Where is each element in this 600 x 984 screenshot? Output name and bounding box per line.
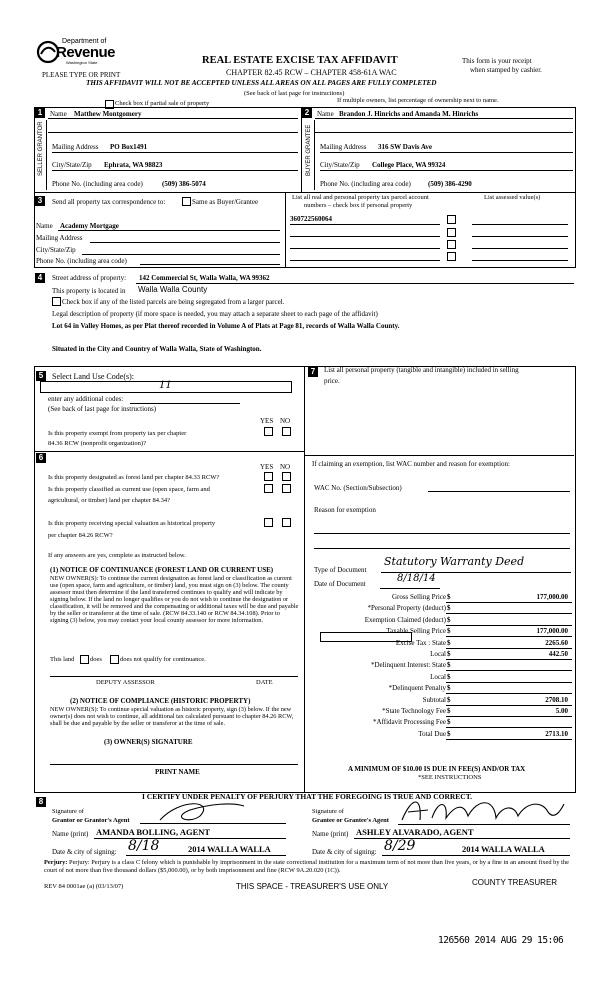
s6-q2-2: agricultural, or timber) land per chapter 84.34? (48, 497, 171, 504)
doc-type-value[interactable]: Statutory Warranty Deed (384, 555, 525, 568)
form-subtitle: CHAPTER 82.45 RCW – CHAPTER 458-61A WAC (226, 68, 397, 77)
grantor-date-label: Date & city of signing: (52, 848, 117, 856)
fee-row-label: *Delinquent Interest: State (370, 661, 446, 669)
fee-row-label: Local (430, 650, 446, 658)
does-not-label: does not qualify for continuance. (120, 656, 206, 663)
notice1-body: NEW OWNER(S): To continue the current designation as forest land or classification as current use (open space, farm and agriculture, or timber) land, you must sign on (3) below. The county assessor must then determine if the land transferred continues to qualify and will indicate by signing below. If the land no longer qualifies or you do not wish to continue the designation or classification, it will be removed and the compensating or additional taxes will be due and payable by the seller or transferor at the time of sale. (RCW 84.33.140 or RCW 84.34.108). Prior to signing (3) below, you may contact your local county assessor for more information. (50, 575, 299, 625)
current-use-yes-checkbox[interactable] (264, 484, 273, 493)
this-land-label: This land (50, 656, 75, 663)
see-instructions: *SEE INSTRUCTIONS (418, 774, 482, 781)
fee-row-underline (446, 739, 572, 740)
warning: THIS AFFIDAVIT WILL NOT BE ACCEPTED UNLESS ALL AREAS ON ALL PAGES ARE FULLY COMPLETED (86, 79, 437, 87)
buyer-phone[interactable]: (509) 386-4290 (428, 180, 472, 188)
s3-name-label: Name (36, 222, 53, 230)
print-name-label: PRINT NAME (155, 768, 200, 776)
fee-row (310, 696, 572, 707)
s3-city-label: City/State/Zip (36, 246, 76, 254)
fee-row-label: *Affidavit Processing Fee (373, 718, 446, 726)
fee-row-dollar: $ (447, 673, 451, 681)
fee-row-label: Exemption Claimed (deduct) (364, 616, 446, 624)
exempt-q1: Is this property exempt from property tax per chapter (48, 430, 187, 437)
s6-q3-2: per chapter 84.26 RCW? (48, 532, 113, 539)
fee-row-label: *State Technology Fee (382, 707, 446, 715)
notice2-body: NEW OWNER(S): To continue special valuation as historic property, sign (3) below. If the new owner(s) does not wish to continue, all additional tax calculated pursuant to chapter 84.26 RCW, shall be due and payable by the seller or transferor at the time of sale. (50, 706, 294, 728)
fee-row-underline (446, 659, 572, 660)
fee-row-underline (446, 705, 572, 706)
seller-name-label: Name (50, 110, 67, 118)
section-5-number: 5 (36, 371, 46, 381)
fee-row-dollar: $ (447, 627, 451, 635)
land-use-select[interactable] (40, 381, 292, 393)
section-2-number: 2 (302, 108, 312, 118)
fee-row-value[interactable]: 5.00 (555, 707, 568, 715)
treasurer-use: THIS SPACE - TREASURER'S USE ONLY (236, 882, 389, 891)
rev-number: REV 84 0001ae (a) (03/13/07) (44, 883, 124, 890)
fee-row (310, 730, 572, 741)
dept-line1: Department of (62, 38, 107, 45)
buyer-city-label: City/State/Zip (320, 161, 360, 169)
fee-row-dollar: $ (447, 661, 451, 669)
fee-row-underline (446, 613, 572, 614)
fee-row-dollar: $ (447, 684, 451, 692)
county-treasurer: COUNTY TREASURER (472, 878, 558, 887)
fee-row-underline (446, 682, 572, 683)
fee-row (310, 673, 572, 684)
fee-row-underline (446, 602, 572, 603)
seller-mailing[interactable]: PO Box1491 (110, 143, 148, 151)
assessor-date-label: DATE (256, 679, 273, 686)
same-as-buyer-checkbox[interactable] (182, 197, 191, 206)
forest-no-checkbox[interactable] (282, 472, 291, 481)
exemption-label: If claiming an exemption, list WAC number and reason for exemption: (312, 460, 510, 468)
buyer-mailing[interactable]: 316 SW Davis Ave (378, 143, 432, 151)
grantor-date[interactable]: 8/18 (128, 838, 160, 854)
notice1-title: (1) NOTICE OF CONTINUANCE (FOREST LAND OR CURRENT USE) (50, 566, 274, 574)
fee-row-dollar: $ (447, 593, 451, 601)
parcel-header-1: List all real and personal property tax parcel account (292, 194, 429, 201)
s5-yes: YES (260, 417, 274, 425)
grantor-city[interactable]: 2014 WALLA WALLA (188, 844, 271, 854)
s3-mailing-label: Mailing Address (36, 234, 83, 242)
fee-row (310, 661, 572, 672)
same-as-buyer-label: Same as Buyer/Grantee (192, 198, 259, 206)
perjury-body: Perjury: Perjury is a class C felony which is punishable by imprisonment in the state correctional institution for a maximum term of not more than five years, or by a fine in an amount fixed by the court of not more than five thousand dollars ($5,000.00), or by both imprisonment and fine (RCW 9A.20.020 (1C)). (44, 859, 569, 874)
multiple-owners: If multiple owners, list percentage of ownership next to name. (337, 97, 499, 104)
parcel-2-checkbox[interactable] (447, 228, 456, 237)
fee-row-label: Taxable Selling Price (386, 627, 446, 635)
minimum-note: A MINIMUM OF $10.00 IS DUE IN FEE(S) AND/OR TAX (348, 765, 526, 773)
fee-row-label: Subtotal (422, 696, 446, 704)
parcel-4-checkbox[interactable] (447, 252, 456, 261)
current-use-no-checkbox[interactable] (282, 484, 291, 493)
grantee-sig-label-2: Grantee or Grantee's Agent (312, 817, 389, 824)
fee-row (310, 684, 572, 695)
parcel-number[interactable]: 360722560064 (290, 215, 332, 223)
exempt-yes-checkbox[interactable] (264, 427, 273, 436)
buyer-name-label: Name (317, 110, 334, 118)
type-print: PLEASE TYPE OR PRINT (42, 71, 121, 79)
deputy-assessor-label: DEPUTY ASSESSOR (96, 679, 155, 686)
does-checkbox[interactable] (80, 655, 89, 664)
fee-row-value[interactable]: 177,000.00 (536, 593, 568, 601)
receipt-note-2: when stamped by cashier. (470, 66, 542, 74)
fee-row-underline (446, 670, 572, 671)
forest-yes-checkbox[interactable] (264, 472, 273, 481)
seller-phone-label: Phone No. (including area code) (52, 180, 143, 188)
grantee-sig-label-1: Signature of (312, 808, 344, 815)
seller-city-label: City/State/Zip (52, 161, 92, 169)
buyer-mailing-label: Mailing Address (320, 143, 367, 151)
fee-row-label: *Personal Property (deduct) (367, 604, 446, 612)
s5-no: NO (280, 417, 291, 425)
fee-row-value[interactable]: 2713.10 (545, 730, 568, 738)
segregated-checkbox[interactable] (52, 297, 61, 306)
parcel-3-checkbox[interactable] (447, 240, 456, 249)
seller-mailing-label: Mailing Address (52, 143, 99, 151)
assessed-header: List assessed value(s) (484, 194, 541, 201)
fee-row-underline (446, 636, 572, 637)
s6-q1: Is this property designated as forest land per chapter 84.33 RCW? (48, 474, 220, 481)
form-title: REAL ESTATE EXCISE TAX AFFIDAVIT (202, 55, 398, 66)
section-6-number: 6 (36, 453, 46, 463)
section-1-number: 1 (35, 108, 45, 118)
dor-logo (36, 36, 126, 70)
fee-row-dollar: $ (447, 639, 451, 647)
land-use-value: 11 (159, 380, 172, 391)
fee-row-value[interactable]: 2265.60 (545, 639, 568, 647)
section-4-number: 4 (35, 273, 45, 283)
s5-see-back: (See back of last page for instructions) (48, 405, 157, 413)
parcel-header-2: numbers – check box if personal property (304, 202, 413, 209)
grantee-date-label: Date & city of signing: (312, 848, 377, 856)
seller-city[interactable]: Ephrata, WA 98823 (104, 161, 163, 169)
fee-row (310, 650, 572, 661)
fee-row-dollar: $ (447, 730, 451, 738)
located-county[interactable]: Walla Walla County (138, 285, 208, 294)
fee-row-label: *Delinquent Penalty (388, 684, 446, 692)
grantor-sig-label-1: Signature of (52, 808, 84, 815)
dept-line3: Washington State (66, 60, 98, 65)
doc-type-label: Type of Document (314, 566, 367, 574)
legal-label: Legal description of property (if more space is needed, you may attach a separate sheet to each page of the affidavit) (52, 310, 378, 318)
grantor-name[interactable]: AMANDA BOLLING, AGENT (96, 827, 211, 837)
s6-no: NO (280, 463, 291, 471)
fee-row (310, 616, 572, 627)
s3-name[interactable]: Academy Mortgage (60, 222, 119, 230)
section-7-number: 7 (308, 367, 318, 377)
grantor-name-print-label: Name (print) (52, 830, 89, 838)
historic-no-checkbox[interactable] (282, 518, 291, 527)
seller-name[interactable]: Matthew Montgomery (74, 110, 142, 118)
grantee-city[interactable]: 2014 WALLA WALLA (462, 844, 545, 854)
legal-line1: Lot 64 in Valley Homes, as per Plat thereof recorded in Volume A of Plats at Page 81, records of Walla Walla County. (52, 322, 400, 330)
parties-divider (301, 107, 302, 192)
seller-side-label: SELLER GRANTOR (38, 121, 44, 176)
receipt-stamp: 126560 2014 AUG 29 15:06 (438, 935, 564, 946)
parcel-1-checkbox[interactable] (447, 215, 456, 224)
buyer-phone-label: Phone No. (including area code) (320, 180, 411, 188)
fee-row (310, 718, 572, 729)
wac-label: WAC No. (Section/Subsection) (314, 484, 402, 492)
grantee-name-print-label: Name (print) (312, 830, 349, 838)
notice2-title: (2) NOTICE OF COMPLIANCE (HISTORIC PROPERTY) (70, 697, 251, 705)
certify-statement: I CERTIFY UNDER PENALTY OF PERJURY THAT THE FOREGOING IS TRUE AND CORRECT. (142, 792, 473, 801)
fee-row-underline (446, 716, 572, 717)
s6-yes: YES (260, 463, 274, 471)
grantee-signature-icon (398, 790, 568, 830)
send-to-label: Send all property tax correspondence to: (52, 198, 166, 206)
grantee-name[interactable]: ASHLEY ALVARADO, AGENT (356, 827, 474, 837)
fee-row-underline (446, 693, 572, 694)
s6-q3-1: Is this property receiving special valuation as historical property (48, 520, 216, 527)
legal-line2: Situated in the City and Country of Walla Walla, State of Washington. (52, 345, 262, 353)
fee-row-dollar: $ (447, 707, 451, 715)
personal-label-2: price. (324, 377, 340, 385)
partial-sale-label: Check box if partial sale of property (115, 100, 210, 107)
reason-label: Reason for exemption (314, 506, 376, 514)
perjury-label: Perjury: (44, 859, 68, 866)
dept-line2: Revenue (56, 44, 116, 61)
fee-row-dollar: $ (447, 718, 451, 726)
fee-row-label: Local (430, 673, 446, 681)
historic-yes-checkbox[interactable] (264, 518, 273, 527)
fee-row (310, 593, 572, 604)
fee-row (310, 604, 572, 615)
fee-row-underline (446, 625, 572, 626)
additional-codes: enter any additional codes: (48, 395, 124, 403)
receipt-note-1: This form is your receipt (462, 57, 532, 65)
fee-row-dollar: $ (447, 696, 451, 704)
buyer-side-label: BUYER GRANTEE (306, 124, 312, 176)
fee-row-label: Excise Tax : State (395, 639, 446, 647)
s3-phone-label: Phone No. (including area code) (36, 257, 127, 265)
grantee-date[interactable]: 8/29 (384, 838, 416, 854)
fee-row-dollar: $ (447, 650, 451, 658)
fee-row-value[interactable]: 442.50 (548, 650, 568, 658)
local-rate-box[interactable] (320, 632, 412, 642)
does-not-checkbox[interactable] (110, 655, 119, 664)
exempt-no-checkbox[interactable] (282, 427, 291, 436)
s6-q2-1: Is this property classified as current use (open space, farm and (48, 486, 210, 493)
fee-row-underline (446, 727, 572, 728)
grantor-sig-label-2: Grantor or Grantor's Agent (52, 817, 130, 824)
personal-label-1: List all personal property (tangible and intangible) included in selling (324, 366, 519, 374)
fee-row-dollar: $ (447, 604, 451, 612)
see-back-top: (See back of last page for instructions) (244, 90, 345, 97)
seller-phone[interactable]: (509) 386-5074 (162, 180, 206, 188)
street-label: Street address of property: (52, 274, 127, 282)
doc-date-value[interactable]: 8/18/14 (397, 573, 436, 584)
land-use-label: Select Land Use Code(s): (52, 372, 134, 381)
buyer-name[interactable]: Brandon J. Hinrichs and Amanda M. Hinrichs (339, 110, 479, 118)
buyer-city[interactable]: College Place, WA 99324 (372, 161, 446, 169)
grantor-signature-icon (140, 794, 250, 828)
perjury-text (44, 859, 580, 874)
fee-row-value[interactable]: 177,000.00 (536, 627, 568, 635)
if-yes-note: If any answers are yes, complete as instructed below. (48, 552, 186, 559)
street-address[interactable]: 142 Commercial St, Walla Walla, WA 99362 (139, 274, 270, 282)
fee-row-dollar: $ (447, 616, 451, 624)
located-label: This property is located in (52, 287, 126, 295)
segregated-label: Check box if any of the listed parcels are being segregated from a larger parcel. (62, 298, 285, 306)
section-8-number: 8 (36, 797, 46, 807)
fee-row-underline (446, 648, 572, 649)
fee-row-value[interactable]: 2708.10 (545, 696, 568, 704)
section-3-number: 3 (35, 196, 45, 206)
owner-signature-label: (3) OWNER(S) SIGNATURE (104, 738, 193, 746)
doc-date-label: Date of Document (314, 580, 366, 588)
fee-row-label: Gross Selling Price (391, 593, 446, 601)
fee-row-label: Total Due (418, 730, 446, 738)
does-label: does (90, 656, 102, 663)
fee-row (310, 707, 572, 718)
exempt-q2: 84.36 RCW (nonprofit organization)? (48, 440, 146, 447)
